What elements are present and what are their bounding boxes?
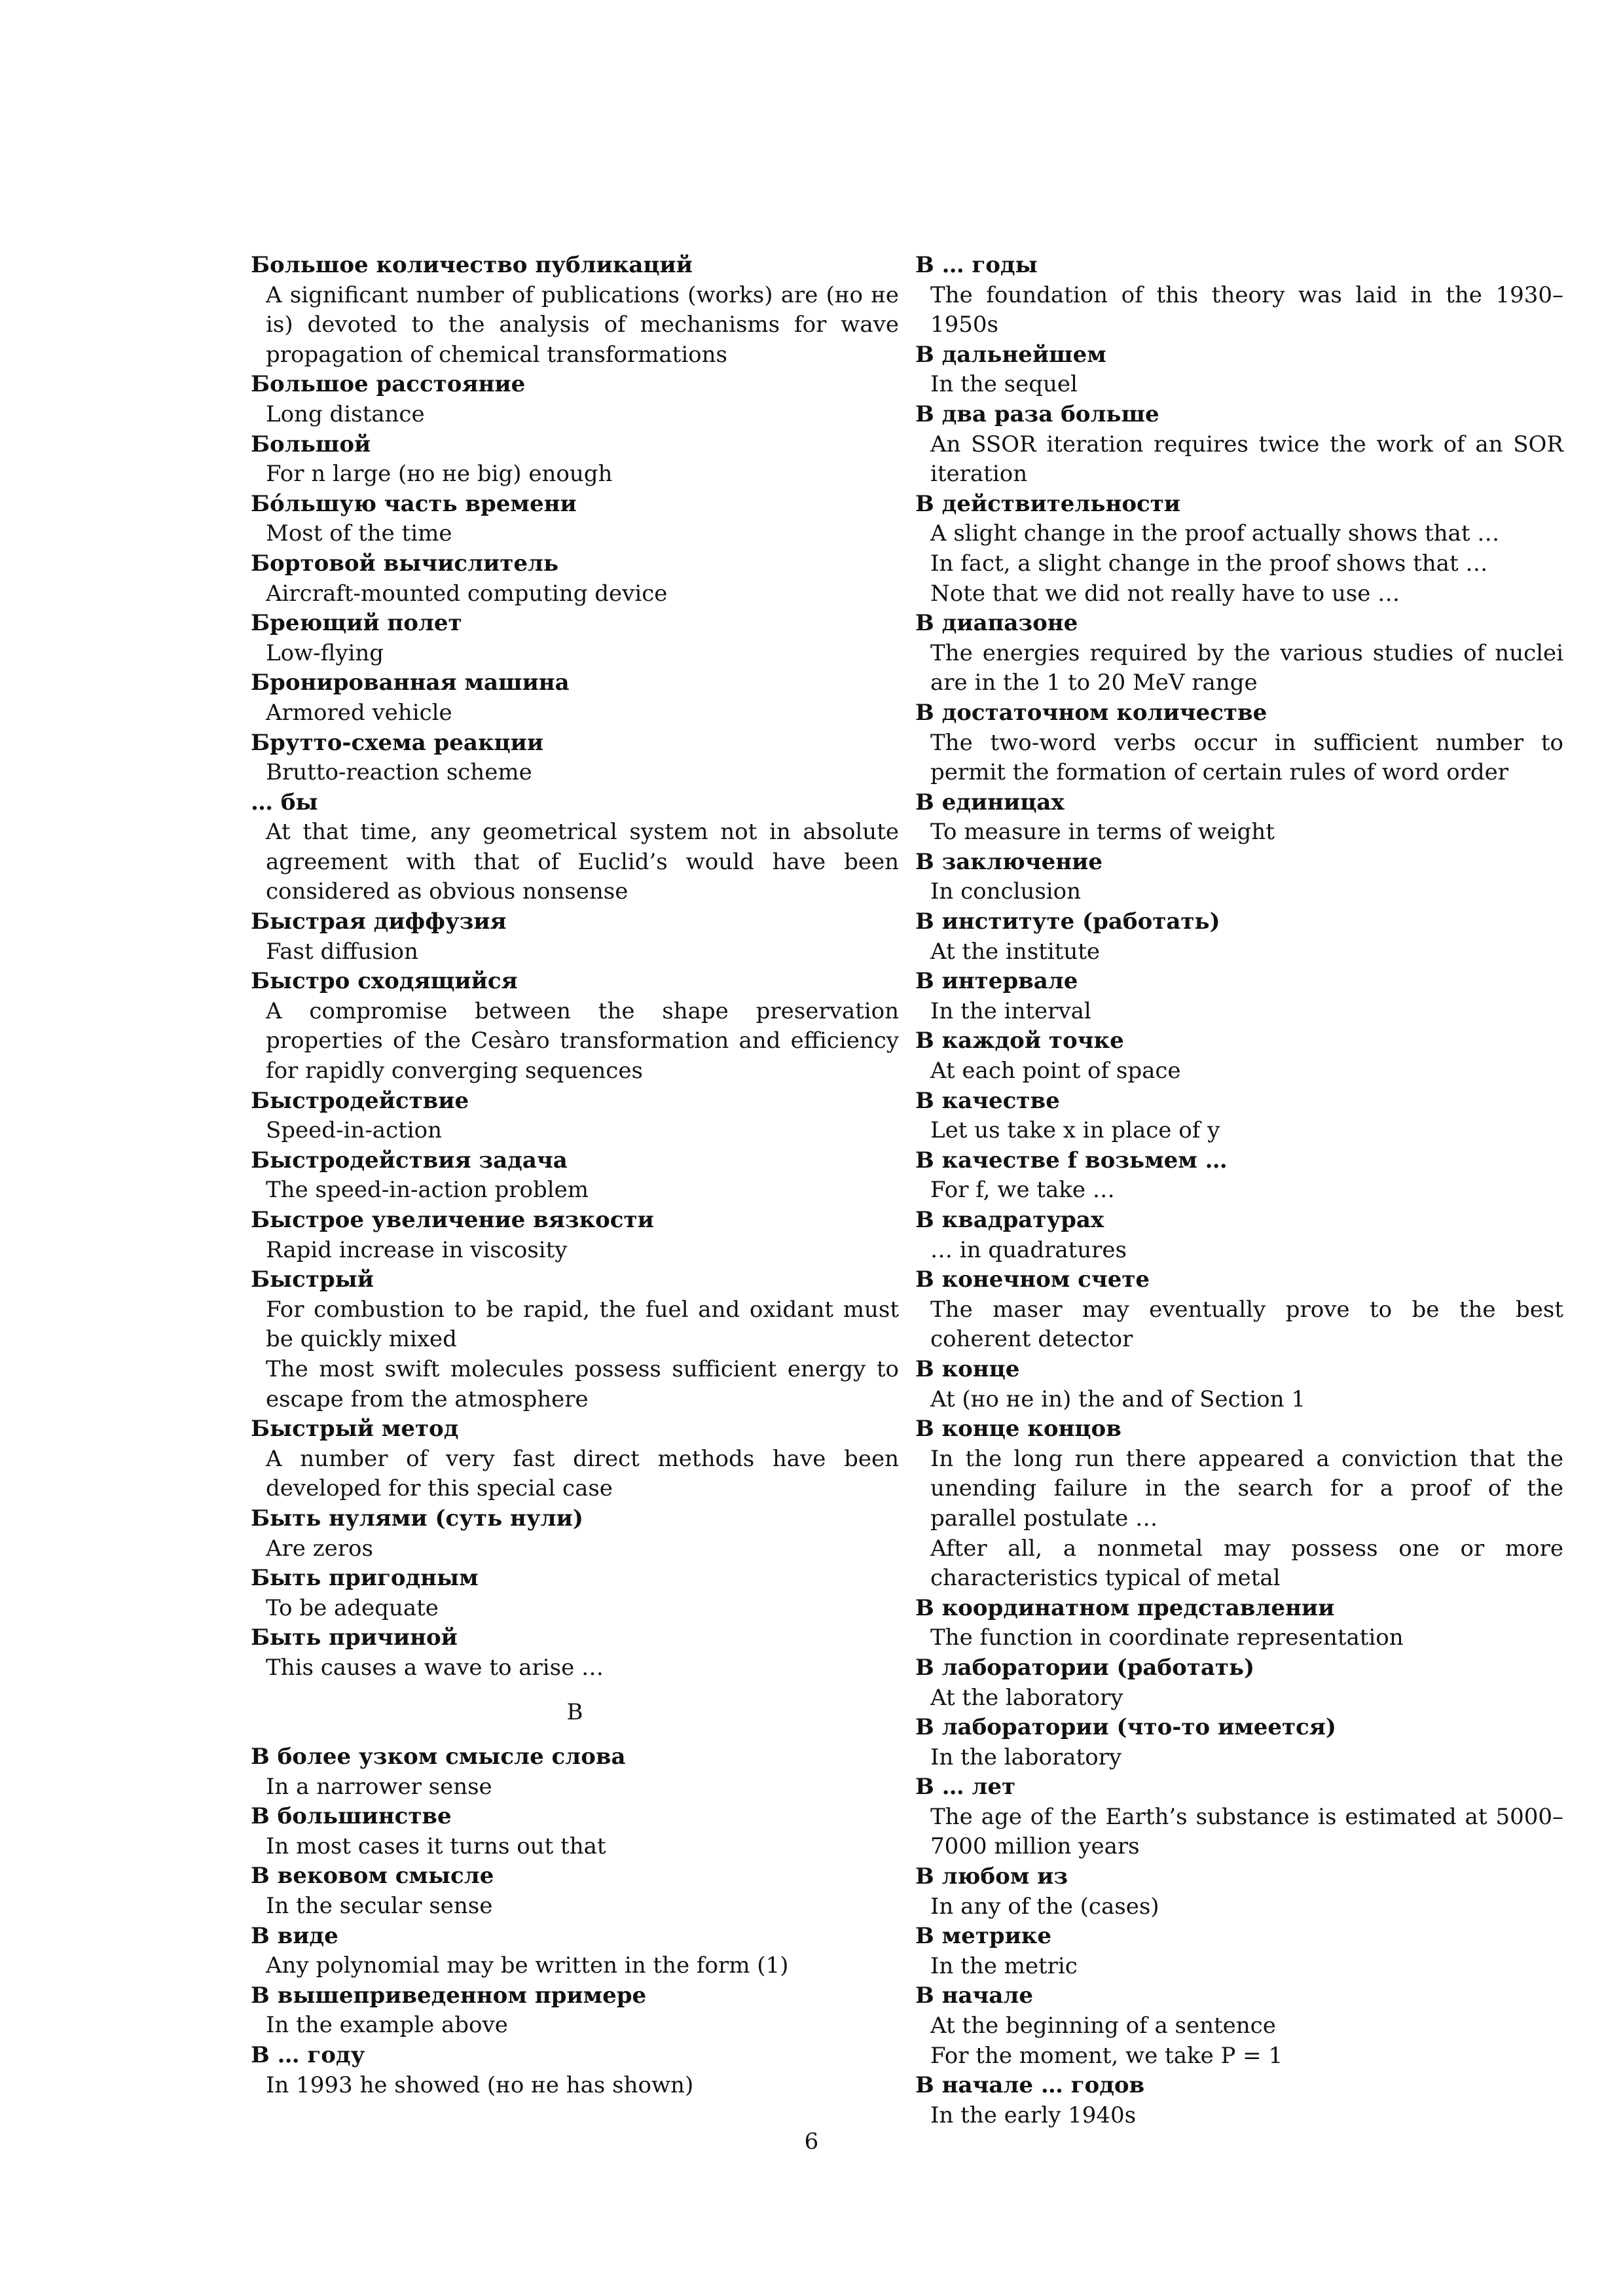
dictionary-entry bbox=[915, 907, 1563, 967]
dictionary-entry bbox=[915, 1206, 1563, 1265]
dictionary-entry bbox=[915, 1146, 1563, 1206]
entry-term: В заключение bbox=[915, 848, 1103, 875]
dictionary-entry bbox=[251, 1146, 899, 1206]
dictionary-entry bbox=[915, 1594, 1563, 1653]
entry-term: В институте (работать) bbox=[915, 908, 1220, 935]
dictionary-entry bbox=[251, 1564, 899, 1623]
entry-example: In the interval bbox=[930, 997, 1091, 1024]
entry-example: A slight change in the proof actually shows that … bbox=[930, 520, 1500, 547]
entry-example: For the moment, we take P = 1 bbox=[930, 2042, 1283, 2069]
entry-term: Бортовой вычислитель bbox=[251, 550, 559, 577]
entry-term: Быстродействия задача bbox=[251, 1147, 568, 1174]
entry-example: In a narrower sense bbox=[266, 1773, 492, 1800]
dictionary-entry bbox=[915, 698, 1563, 788]
dictionary-entry bbox=[251, 668, 899, 728]
entry-term: Большое расстояние bbox=[251, 371, 526, 398]
dictionary-entry bbox=[251, 1414, 899, 1504]
entry-term: В два раза больше bbox=[915, 401, 1159, 427]
entry-example: Long distance bbox=[266, 401, 425, 427]
dictionary-entry bbox=[915, 1265, 1563, 1355]
dictionary-entry bbox=[915, 967, 1563, 1026]
entry-example: In conclusion bbox=[930, 878, 1082, 905]
entry-term: В лаборатории (работать) bbox=[915, 1654, 1255, 1681]
entry-example: In any of the (cases) bbox=[930, 1893, 1159, 1920]
entry-example: The maser may eventually prove to be the best coherent detector bbox=[930, 1296, 1563, 1353]
entry-example: A number of very fast direct methods have been developed for this special case bbox=[266, 1445, 899, 1502]
entry-term: Быстродействие bbox=[251, 1087, 469, 1114]
entry-term: В любом из bbox=[915, 1863, 1068, 1890]
dictionary-entry bbox=[915, 1086, 1563, 1146]
entry-example: Armored vehicle bbox=[266, 699, 452, 726]
entry-example: At each point of space bbox=[930, 1058, 1181, 1085]
dictionary-entry bbox=[915, 848, 1563, 907]
dictionary-entry bbox=[251, 1504, 899, 1564]
entry-example: In the secular sense bbox=[266, 1893, 493, 1920]
entry-example: Aircraft-mounted computing device bbox=[266, 580, 668, 607]
dictionary-entry bbox=[915, 1922, 1563, 1981]
entry-term: В интервале bbox=[915, 968, 1078, 995]
entry-example: At the institute bbox=[930, 938, 1101, 965]
dictionary-entry bbox=[915, 609, 1563, 698]
entry-term: В дальнейшем bbox=[915, 341, 1106, 368]
dictionary-entry bbox=[915, 1026, 1563, 1086]
entry-example: In most cases it turns out that bbox=[266, 1833, 606, 1859]
entry-example: … in quadratures bbox=[930, 1236, 1127, 1263]
entry-example: A significant number of publications (works) are (но не is) devoted to the analysis of mechanisms for wave propagation of chemical transformations bbox=[266, 281, 899, 368]
entry-example: In the metric bbox=[930, 1952, 1078, 1979]
entry-term: Быстрое увеличение вязкости bbox=[251, 1207, 654, 1233]
entry-example: The two-word verbs occur in sufficient number to permit the formation of certain rules of word order bbox=[930, 729, 1563, 786]
entry-term: Большое количество публикаций bbox=[251, 252, 693, 278]
entry-example: Fast diffusion bbox=[266, 938, 418, 965]
entry-example: An SSOR iteration requires twice the work of an SOR iteration bbox=[930, 431, 1563, 488]
entry-example: For n large (но не big) enough bbox=[266, 461, 613, 488]
entry-example: The most swift molecules possess sufficient energy to escape from the atmosphere bbox=[266, 1355, 899, 1412]
entry-term: В начале … годов bbox=[915, 2072, 1145, 2099]
entry-term: Быстрый bbox=[251, 1266, 374, 1293]
entry-example: The function in coordinate representation bbox=[930, 1624, 1404, 1651]
entry-term: Быстро сходящийся bbox=[251, 968, 518, 995]
entry-list-b bbox=[251, 251, 899, 1683]
dictionary-entry bbox=[251, 1086, 899, 1146]
dictionary-entry bbox=[915, 1414, 1563, 1594]
entry-example: For combustion to be rapid, the fuel and oxidant must be quickly mixed bbox=[266, 1296, 899, 1353]
entry-term: В виде bbox=[251, 1922, 338, 1949]
dictionary-entry bbox=[251, 1623, 899, 1683]
entry-term: В … лет bbox=[915, 1774, 1016, 1801]
entry-term: В квадратурах bbox=[915, 1207, 1104, 1233]
dictionary-entry bbox=[251, 1861, 899, 1921]
entry-example: Low-flying bbox=[266, 639, 384, 666]
entry-term: Бо́льшую часть времени bbox=[251, 490, 577, 517]
entry-example: At the laboratory bbox=[930, 1684, 1123, 1711]
entry-term: Быть пригодным bbox=[251, 1565, 479, 1592]
dictionary-entry bbox=[251, 728, 899, 788]
dictionary-entry bbox=[915, 340, 1563, 400]
dictionary-entry bbox=[251, 967, 899, 1086]
dictionary-entry bbox=[915, 788, 1563, 848]
dictionary-entry bbox=[915, 1713, 1563, 1772]
dictionary-entry bbox=[251, 609, 899, 668]
dictionary-entry bbox=[915, 400, 1563, 490]
entry-term: В конечном счете bbox=[915, 1266, 1150, 1293]
entry-example: At (но не in) the and of Section 1 bbox=[930, 1386, 1305, 1412]
entry-example: In the long run there appeared a conviction that the unending failure in the search for a proof of the parallel postulate … bbox=[930, 1445, 1563, 1532]
entry-term: В более узком смысле слова bbox=[251, 1744, 626, 1770]
entry-term: В вековом смысле bbox=[251, 1863, 494, 1890]
entry-example: Note that we did not really have to use … bbox=[930, 580, 1400, 607]
entry-example: In the example above bbox=[266, 2012, 508, 2039]
entry-term: В конце bbox=[915, 1355, 1020, 1382]
entry-example: Any polynomial may be written in the form (1) bbox=[266, 1952, 789, 1979]
entry-term: В … году bbox=[251, 2042, 365, 2069]
dictionary-entry bbox=[251, 490, 899, 549]
entry-example: At that time, any geometrical system not in absolute agreement with that of Euclid’s would have been considered as obvious nonsense bbox=[266, 819, 899, 905]
dictionary-entry bbox=[915, 1355, 1563, 1414]
entry-example: In the sequel bbox=[930, 371, 1078, 398]
page-number: 6 bbox=[804, 2128, 819, 2155]
entry-term: В единицах bbox=[915, 789, 1065, 816]
entry-term: В конце концов bbox=[915, 1416, 1122, 1443]
entry-term: В диапазоне bbox=[915, 610, 1078, 637]
entry-example: Rapid increase in viscosity bbox=[266, 1236, 568, 1263]
entry-example: In the early 1940s bbox=[930, 2102, 1137, 2128]
entry-term: В каждой точке bbox=[915, 1028, 1124, 1054]
entry-term: Бронированная машина bbox=[251, 670, 570, 696]
entry-term: Брутто-схема реакции bbox=[251, 729, 544, 756]
entry-example: At the beginning of a sentence bbox=[930, 2013, 1276, 2039]
entry-term: В вышеприведенном примере bbox=[251, 1982, 647, 2009]
entry-term: Быстрый метод bbox=[251, 1416, 459, 1443]
entry-example: Let us take x in place of y bbox=[930, 1117, 1220, 1144]
entry-example: Speed-in-action bbox=[266, 1117, 443, 1144]
entry-term: В большинстве bbox=[251, 1803, 452, 1830]
dictionary-entry bbox=[251, 1742, 899, 1802]
entry-term: Быстрая диффузия bbox=[251, 908, 507, 935]
entry-term: В … годы bbox=[915, 252, 1038, 278]
entry-term: В качестве bbox=[915, 1087, 1060, 1114]
entry-example: In fact, a slight change in the proof shows that … bbox=[930, 550, 1488, 577]
right-column bbox=[915, 251, 1563, 2130]
entry-example: A compromise between the shape preservation properties of the Cesàro transformation and efficiency for rapidly converging sequences bbox=[266, 997, 899, 1085]
dictionary-entry bbox=[251, 549, 899, 609]
dictionary-entry bbox=[251, 251, 899, 370]
dictionary-entry bbox=[251, 1206, 899, 1265]
dictionary-entry bbox=[251, 430, 899, 490]
dictionary-entry bbox=[915, 2071, 1563, 2130]
entry-example: The foundation of this theory was laid in the 1930–1950s bbox=[930, 281, 1563, 338]
dictionary-entry bbox=[915, 1772, 1563, 1862]
entry-example: This causes a wave to arise … bbox=[266, 1654, 604, 1681]
entry-term: Быть причиной bbox=[251, 1624, 458, 1651]
dictionary-entry bbox=[915, 490, 1563, 609]
entry-term: В достаточном количестве bbox=[915, 699, 1267, 726]
entry-list-v-right bbox=[915, 251, 1563, 2130]
dictionary-entry bbox=[915, 251, 1563, 340]
dictionary-entry bbox=[251, 2041, 899, 2100]
dictionary-entry bbox=[915, 1862, 1563, 1922]
dictionary-entry bbox=[251, 1265, 899, 1414]
entry-term: Быть нулями (суть нули) bbox=[251, 1505, 583, 1532]
entry-term: В координатном представлении bbox=[915, 1594, 1335, 1621]
dictionary-entry bbox=[251, 1922, 899, 1981]
entry-example: To be adequate bbox=[266, 1594, 439, 1621]
entry-example: Are zeros bbox=[266, 1535, 373, 1562]
entry-example: In the laboratory bbox=[930, 1744, 1122, 1770]
entry-term: В метрике bbox=[915, 1923, 1051, 1950]
entry-example: The energies required by the various studies of nuclei are in the 1 to 20 MeV range bbox=[930, 639, 1563, 696]
dictionary-entry bbox=[915, 1653, 1563, 1713]
entry-example: To measure in terms of weight bbox=[930, 819, 1275, 846]
entry-example: After all, a nonmetal may possess one or more characteristics typical of metal bbox=[930, 1535, 1563, 1592]
entry-example: Brutto-reaction scheme bbox=[266, 759, 532, 786]
left-column bbox=[251, 251, 899, 2100]
dictionary-entry bbox=[251, 907, 899, 967]
entry-example: The speed-in-action problem bbox=[266, 1177, 589, 1204]
dictionary-entry bbox=[251, 788, 899, 907]
entry-term: … бы bbox=[251, 789, 318, 816]
entry-term: Большой bbox=[251, 431, 371, 457]
entry-term: Бреющий полет bbox=[251, 610, 462, 637]
entry-example: In 1993 he showed (но не has shown) bbox=[266, 2072, 694, 2098]
entry-term: В качестве f возьмем … bbox=[915, 1147, 1228, 1174]
dictionary-entry bbox=[251, 1802, 899, 1861]
entry-example: The age of the Earth’s substance is estimated at 5000–7000 million years bbox=[930, 1803, 1563, 1860]
entry-term: В начале bbox=[915, 1982, 1034, 2009]
dictionary-entry bbox=[915, 1981, 1563, 2071]
entry-term: В действительности bbox=[915, 490, 1180, 517]
section-letter: В bbox=[566, 1698, 583, 1725]
dictionary-entry bbox=[251, 370, 899, 429]
entry-example: For f, we take … bbox=[930, 1177, 1115, 1204]
entry-term: В лаборатории (что-то имеется) bbox=[915, 1714, 1336, 1741]
dictionary-entry bbox=[251, 1981, 899, 2041]
entry-list-v-left bbox=[251, 1742, 899, 2100]
entry-example: Most of the time bbox=[266, 520, 452, 547]
